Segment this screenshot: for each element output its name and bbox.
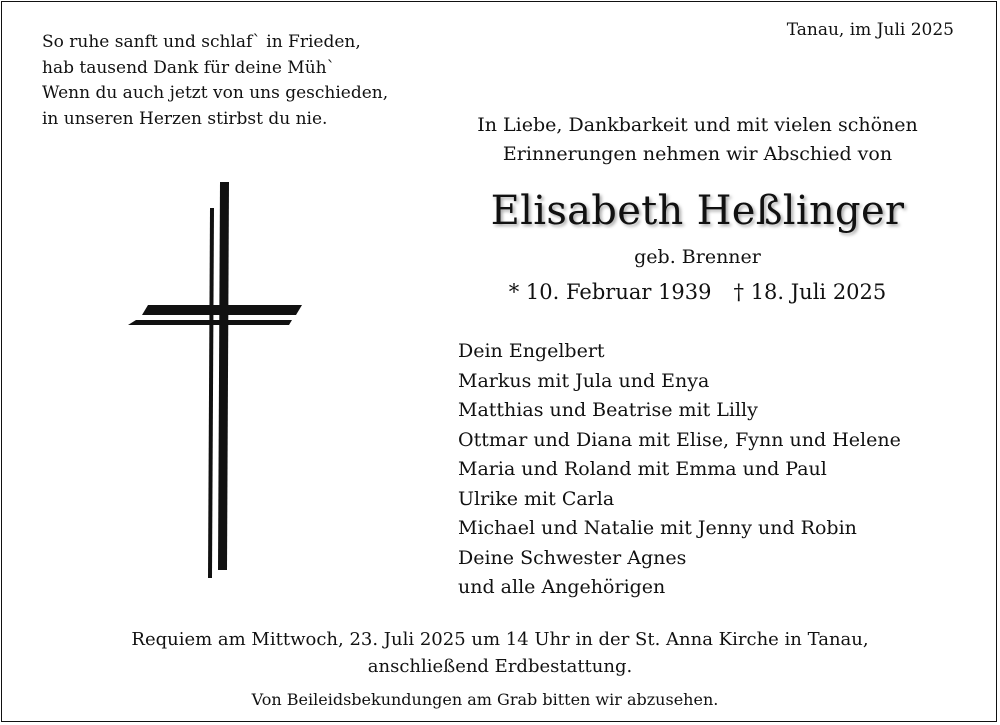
poem-line: So ruhe sanft und schlaf` in Frieden, (42, 32, 361, 52)
intro-line: In Liebe, Dankbarkeit und mit vielen schönen (477, 114, 918, 136)
requiem-line: Requiem am Mittwoch, 23. Juli 2025 um 14 Uhr in der St. Anna Kirche in Tanau, (131, 629, 869, 650)
mourner-line: Dein Engelbert (458, 340, 605, 362)
life-dates (420, 280, 975, 304)
mourner-line: und alle Angehörigen (458, 576, 666, 598)
birth-date: * 10. Februar 1939 (508, 280, 712, 304)
mourner-line: Markus mit Jula und Enya (458, 369, 710, 392)
mourner-line: Michael und Natalie mit Jenny und Robin (458, 517, 857, 539)
intro-text (420, 111, 975, 169)
poem (42, 30, 442, 132)
mourner-line: Maria und Roland mit Emma und Paul (458, 458, 827, 480)
poem-line: hab tausend Dank für deine Müh` (42, 57, 336, 78)
mourner-line: Deine Schwester Agnes (458, 546, 687, 569)
requiem-line: anschließend Erdbestattung. (367, 656, 633, 677)
mourner-line: Ulrike mit Carla (458, 487, 615, 510)
poem-line: Wenn du auch jetzt von uns geschieden, (42, 83, 389, 103)
intro-line: Erinnerungen nehmen wir Abschied von (502, 143, 893, 165)
deceased-name: Elisabeth Heßlinger (490, 188, 905, 234)
mourner-line: Ottmar und Diana mit Elise, Fynn und Helene (458, 428, 901, 451)
birth-name: geb. Brenner (634, 246, 761, 268)
condolence-note: Von Beileidsbekundungen am Grab bitten wir abzusehen. (251, 690, 719, 709)
mourners-list (458, 337, 901, 603)
christian-cross-icon (120, 178, 310, 582)
death-date: † 18. Juli 2025 (733, 280, 887, 304)
mourner-line: Matthias und Beatrise mit Lilly (458, 399, 758, 421)
requiem-info (0, 626, 1000, 680)
place-date: Tanau, im Juli 2025 (786, 20, 954, 40)
poem-line: in unseren Herzen stirbst du nie. (42, 108, 328, 129)
